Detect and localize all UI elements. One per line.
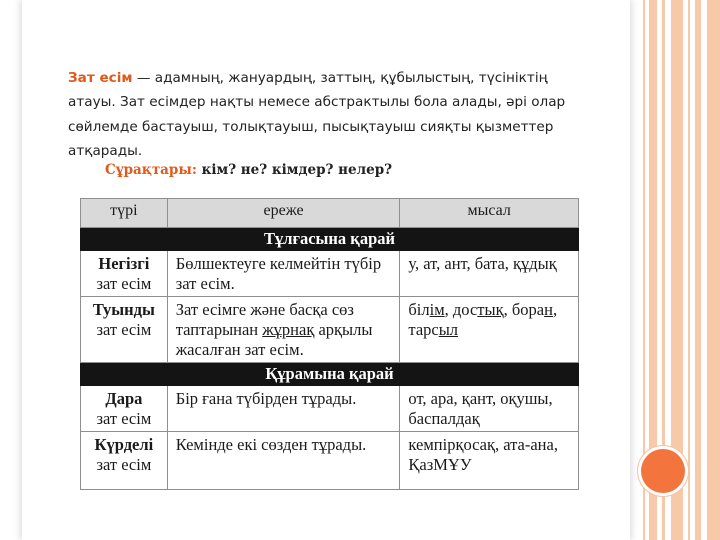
rule-text-part: жұрнақ <box>262 320 315 339</box>
questions-text: кім? не? кімдер? нелер? <box>196 162 393 178</box>
example-text-part: біл <box>408 300 430 319</box>
table-row <box>81 297 579 363</box>
table-group-row <box>81 363 579 386</box>
rule-cell: Бір ғана түбірден тұрады. <box>167 386 400 432</box>
example-text-part: тық <box>477 300 504 319</box>
type-name: Күрделі <box>94 435 154 454</box>
type-name: Туынды <box>92 300 155 319</box>
type-cell <box>81 386 168 432</box>
type-sub: зат есім <box>96 320 152 339</box>
type-sub: зат есім <box>96 409 152 428</box>
questions-line <box>105 162 392 178</box>
type-cell <box>81 251 168 297</box>
table-row <box>81 432 579 490</box>
example-cell <box>400 386 579 432</box>
noun-types-table <box>80 198 579 490</box>
example-text-part: ім <box>429 300 445 319</box>
header-example: мысал <box>400 199 579 228</box>
type-sub: зат есім <box>96 455 152 474</box>
rule-cell <box>167 297 400 363</box>
rule-cell: Кемінде екі сөзден тұрады. <box>167 432 400 490</box>
header-rule: ереже <box>167 199 400 228</box>
example-cell <box>400 251 579 297</box>
definition-paragraph <box>68 66 593 163</box>
example-text-part: , тарс <box>408 300 558 339</box>
group-title: Құрамына қарай <box>81 363 579 386</box>
definition-term: Зат есім <box>68 70 133 86</box>
example-text-part: ыл <box>438 320 459 339</box>
example-text-part: , дос <box>444 300 478 319</box>
header-type: түрі <box>81 199 168 228</box>
rule-text-part: арқылы жасалған зат есім. <box>175 320 373 359</box>
rule-text-part: Зат есімге және басқа сөз таптарынан <box>175 300 354 339</box>
type-cell <box>81 432 168 490</box>
example-text-part: от, ара, қант, оқушы, баспалдақ <box>408 389 553 428</box>
example-text-part: кемпірқосақ, ата-ана, ҚазМҰУ <box>408 435 558 474</box>
decorative-circle <box>641 449 685 493</box>
table-row <box>81 251 579 297</box>
type-cell <box>81 297 168 363</box>
table-header-row <box>81 199 579 228</box>
type-name: Дара <box>105 389 143 408</box>
example-cell <box>400 432 579 490</box>
table-row <box>81 386 579 432</box>
rule-cell: Бөлшектеуге келмейтін түбір зат есім. <box>167 251 400 297</box>
definition-text: — адамның, жануардың, заттың, құбылыстың, түсініктің атауы. Зат есімдер нақты немесе абстрактылы бола алады, әрі олар сөйлемде бастауыш, толықтауыш, пысықтауыш сияқты қызметтер атқарады. <box>68 70 566 159</box>
group-title: Тұлғасына қарай <box>81 228 579 251</box>
example-text-part: у, ат, ант, бата, құдық <box>408 254 557 273</box>
example-text-part: , бора <box>503 300 545 319</box>
table-group-row <box>81 228 579 251</box>
example-cell <box>400 297 579 363</box>
type-sub: зат есім <box>96 274 152 293</box>
example-text-part: н <box>544 300 553 319</box>
type-name: Негізгі <box>98 254 150 273</box>
questions-label: Сұрақтары: <box>105 162 197 178</box>
